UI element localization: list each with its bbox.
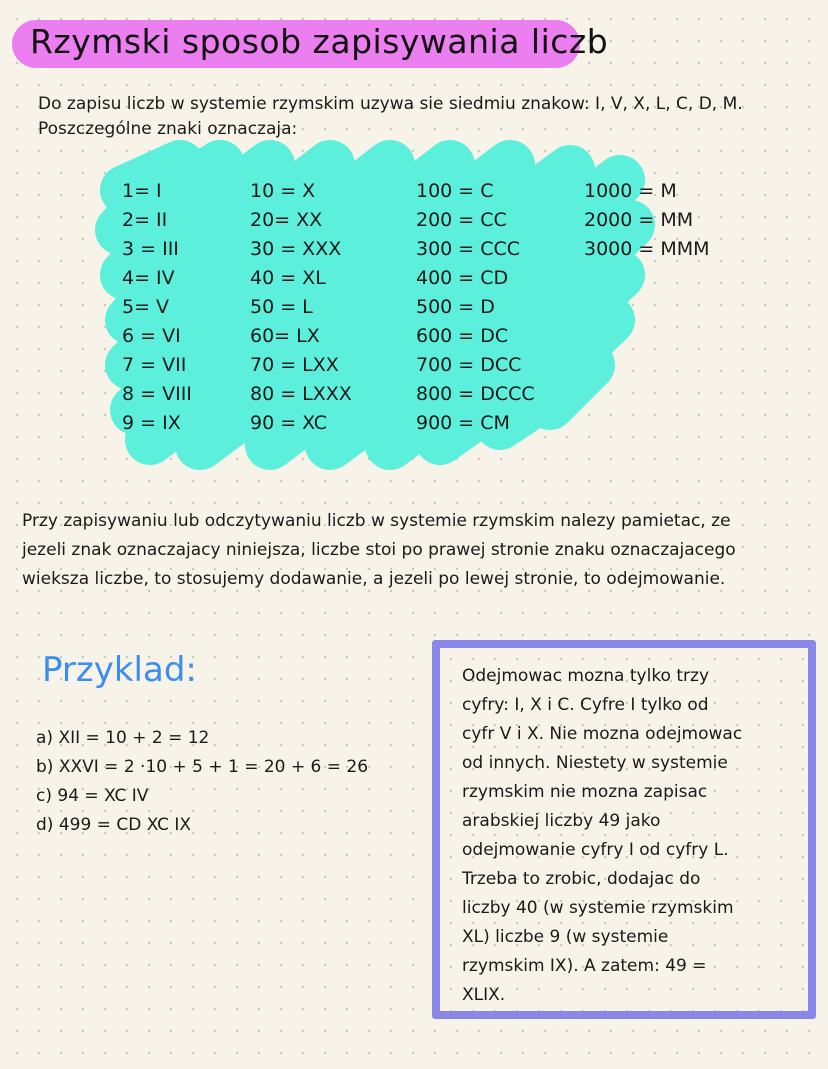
example-item: b) XXVI = 2 ·10 + 5 + 1 = 20 + 6 = 26 bbox=[36, 757, 369, 777]
note-line: Odejmowac mozna tylko trzy bbox=[462, 666, 709, 686]
example-item: d) 499 = CD XC IX bbox=[36, 815, 192, 835]
table-cell: 50 = L bbox=[250, 296, 313, 318]
roman-column-tens bbox=[250, 177, 352, 438]
intro-line-2: Poszczególne znaki oznaczaja: bbox=[38, 119, 298, 139]
table-cell: 8 = VIII bbox=[122, 383, 192, 405]
table-cell: 900 = CM bbox=[416, 412, 510, 434]
note-line: rzymskim IX). A zatem: 49 = bbox=[462, 956, 707, 976]
note-line: rzymskim nie mozna zapisac bbox=[462, 782, 708, 802]
table-cell: 30 = XXX bbox=[250, 238, 342, 260]
note-line: liczby 40 (w systemie rzymskim bbox=[462, 898, 734, 918]
table-cell: 4= IV bbox=[122, 267, 175, 289]
note-line: cyfr V i X. Nie mozna odejmowac bbox=[462, 724, 743, 744]
table-cell: 70 = LXX bbox=[250, 354, 339, 376]
note-text bbox=[462, 662, 797, 1010]
rule-line-3: wieksza liczbe, to stosujemy dodawanie, a jezeli po lewej stronie, to odejmowanie. bbox=[22, 569, 726, 589]
table-cell: 600 = DC bbox=[416, 325, 509, 347]
table-cell: 5= V bbox=[122, 296, 170, 318]
example-item: c) 94 = XC IV bbox=[36, 786, 149, 806]
example-item: a) XII = 10 + 2 = 12 bbox=[36, 728, 210, 748]
table-cell: 200 = CC bbox=[416, 209, 507, 231]
table-cell: 1000 = M bbox=[584, 180, 677, 202]
table-cell: 9 = IX bbox=[122, 412, 181, 434]
intro-line-1: Do zapisu liczb w systemie rzymskim uzywa sie siedmiu znakow: I, V, X, L, C, D, M. bbox=[38, 94, 743, 114]
table-cell: 20= XX bbox=[250, 209, 323, 231]
table-cell: 300 = CCC bbox=[416, 238, 521, 260]
table-cell: 90 = XC bbox=[250, 412, 328, 434]
table-cell: 3000 = MMM bbox=[584, 238, 710, 260]
note-line: od innych. Niestety w systemie bbox=[462, 753, 728, 773]
table-cell: 40 = XL bbox=[250, 267, 326, 289]
table-cell: 7 = VII bbox=[122, 354, 187, 376]
table-cell: 400 = CD bbox=[416, 267, 509, 289]
note-line: odejmowanie cyfry I od cyfry L. bbox=[462, 840, 729, 860]
rule-paragraph bbox=[22, 507, 812, 594]
roman-column-hundreds bbox=[416, 177, 535, 438]
table-cell: 3 = III bbox=[122, 238, 179, 260]
table-cell: 500 = D bbox=[416, 296, 495, 318]
roman-column-thousands bbox=[584, 177, 710, 264]
roman-column-units bbox=[122, 177, 192, 438]
table-cell: 2= II bbox=[122, 209, 168, 231]
table-cell: 6 = VI bbox=[122, 325, 181, 347]
note-line: cyfry: I, X i C. Cyfre I tylko od bbox=[462, 695, 709, 715]
examples-list bbox=[36, 724, 368, 840]
note-line: XLIX. bbox=[462, 985, 506, 1005]
example-heading: Przyklad: bbox=[42, 650, 197, 690]
page-title: Rzymski sposob zapisywania liczb bbox=[30, 22, 609, 61]
table-cell: 2000 = MM bbox=[584, 209, 694, 231]
rule-line-2: jezeli znak oznaczajacy niniejsza, liczbe stoi po prawej stronie znaku oznaczajacego bbox=[22, 540, 736, 560]
note-line: Trzeba to zrobic, dodajac do bbox=[462, 869, 701, 889]
rule-line-1: Przy zapisywaniu lub odczytywaniu liczb w systemie rzymskim nalezy pamietac, ze bbox=[22, 511, 731, 531]
table-cell: 10 = X bbox=[250, 180, 316, 202]
table-cell: 60= LX bbox=[250, 325, 320, 347]
table-cell: 800 = DCCC bbox=[416, 383, 535, 405]
table-cell: 1= I bbox=[122, 180, 162, 202]
note-line: arabskiej liczby 49 jako bbox=[462, 811, 661, 831]
table-cell: 700 = DCC bbox=[416, 354, 522, 376]
note-line: XL) liczbe 9 (w systemie bbox=[462, 927, 669, 947]
table-cell: 80 = LXXX bbox=[250, 383, 352, 405]
table-cell: 100 = C bbox=[416, 180, 494, 202]
